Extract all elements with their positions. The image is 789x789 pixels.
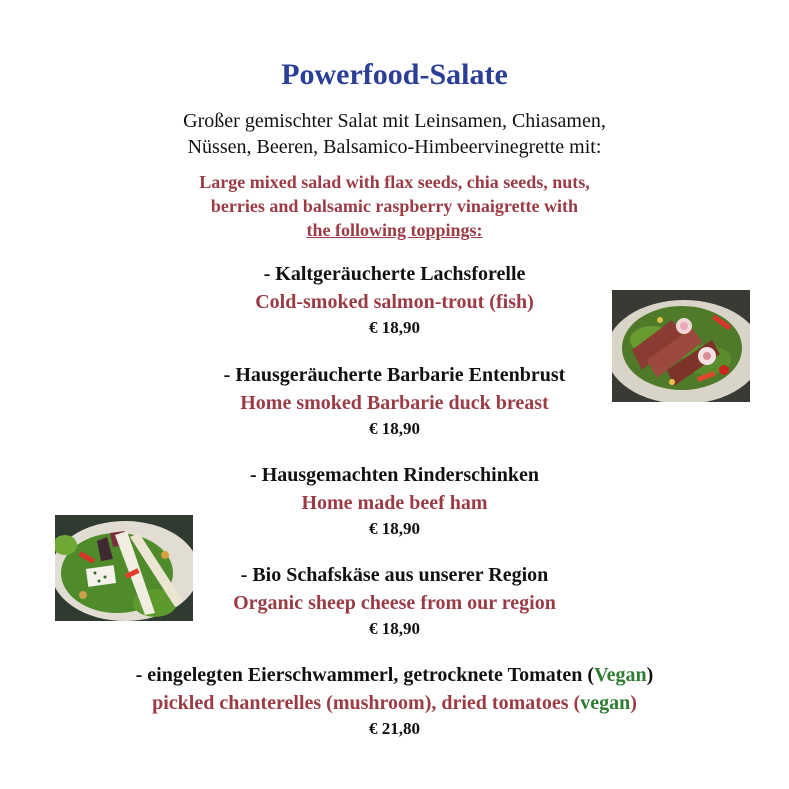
page-title: Powerfood-Salate <box>281 58 508 91</box>
intro-english <box>0 170 789 242</box>
item-name-english-text: pickled chanterelles (mushroom), dried tomatoes ( <box>152 692 581 714</box>
salad-photo-cheese <box>55 515 193 621</box>
item-name-english: Cold-smoked salmon-trout (fish) <box>255 291 534 313</box>
item-name-english: Organic sheep cheese from our region <box>233 592 556 614</box>
item-name-english-close: ) <box>630 692 637 714</box>
menu-item-chanterelles <box>0 661 789 741</box>
item-name-english: Home smoked Barbarie duck breast <box>240 392 549 414</box>
item-price: € 18,90 <box>369 419 420 438</box>
salad-photo-duck <box>612 290 750 402</box>
item-price: € 18,90 <box>369 318 420 337</box>
item-price: € 21,80 <box>369 719 420 738</box>
intro-english-line: the following toppings: <box>306 220 483 240</box>
vegan-label: Vegan <box>594 664 647 686</box>
intro-german-line: Großer gemischter Salat mit Leinsamen, Chiasamen, <box>183 110 606 132</box>
item-price: € 18,90 <box>369 519 420 538</box>
intro-german <box>0 108 789 160</box>
item-price: € 18,90 <box>369 619 420 638</box>
intro-english-line: berries and balsamic raspberry vinaigrette with <box>210 196 579 216</box>
item-name-german: - Hausgemachten Rinderschinken <box>250 464 539 486</box>
item-name-german: - Kaltgeräucherte Lachsforelle <box>263 263 526 285</box>
intro-english-line: Large mixed salad with flax seeds, chia seeds, nuts, <box>199 172 590 192</box>
item-name-german: - Hausgeräucherte Barbarie Entenbrust <box>223 364 566 386</box>
item-name-german <box>0 661 789 689</box>
item-name-english <box>0 689 789 717</box>
item-name-german-text: - eingelegten Eierschwammerl, getrocknete Tomaten ( <box>135 664 595 686</box>
item-name-german: - Bio Schafskäse aus unserer Region <box>240 564 549 586</box>
item-name-english: Home made beef ham <box>301 492 488 514</box>
vegan-label: vegan <box>580 692 631 714</box>
intro-german-line: Nüssen, Beeren, Balsamico-Himbeervinegrette mit: <box>187 136 602 158</box>
item-name-german-close: ) <box>646 664 654 686</box>
